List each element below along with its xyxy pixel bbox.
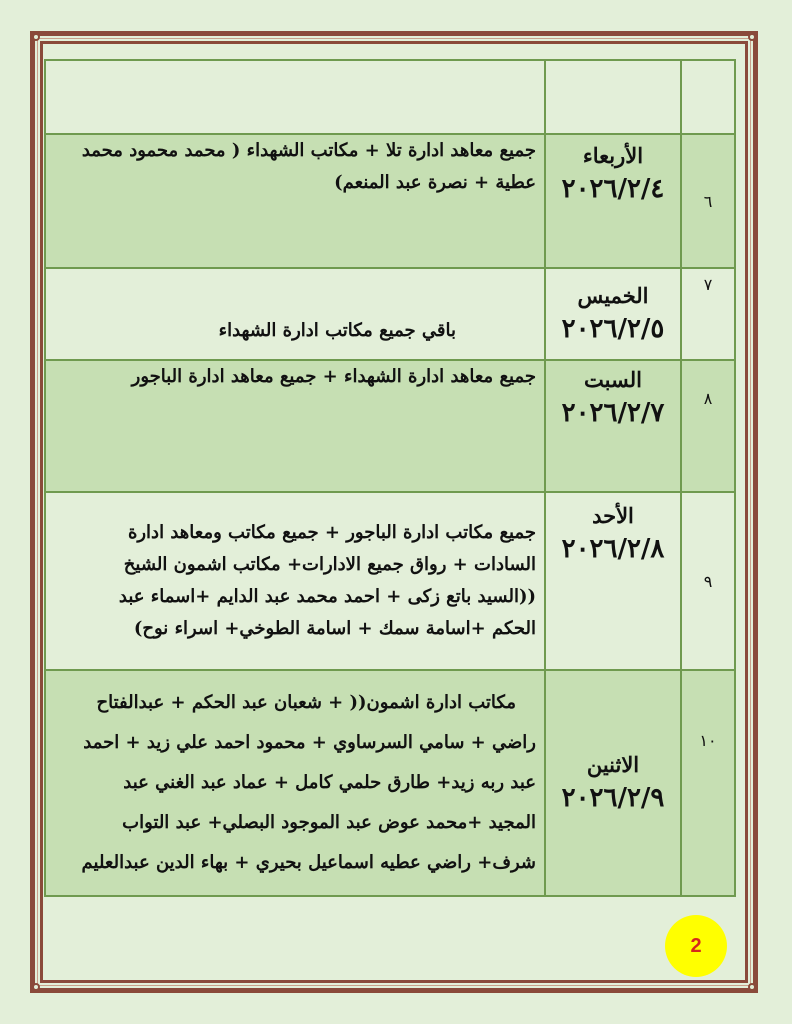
table-row (45, 492, 735, 670)
description-line: مكاتب ادارة اشمون(( + شعبان عبد الحكم + عبدالفتاح (96, 692, 516, 713)
day-cell (545, 134, 681, 268)
description-cell (45, 670, 545, 896)
description-line: جميع معاهد ادارة الشهداء + جميع معاهد ادارة الباجور (131, 366, 536, 387)
day-name: السبت (584, 367, 642, 392)
table-row (45, 268, 735, 360)
description-line: جميع مكاتب ادارة الباجور + جميع مكاتب ومعاهد ادارة (127, 522, 536, 543)
description-line: راضي + سامي السرساوي + محمود احمد علي زيد + احمد (83, 732, 536, 753)
row-number-cell: ٩ (681, 492, 735, 670)
day-cell (545, 360, 681, 492)
description-cell (45, 60, 545, 134)
day-name: الاثنين (586, 752, 640, 777)
row-number-cell (681, 60, 735, 134)
description-line: عبد ربه زيد+ طارق حلمي كامل + عماد عبد الغني عبد (123, 772, 536, 793)
day-cell (545, 268, 681, 360)
row-number-cell: ٧ (681, 268, 735, 360)
description-cell (45, 268, 545, 360)
day-cell (545, 492, 681, 670)
day-name: الأربعاء (582, 143, 644, 168)
day-cell (545, 670, 681, 896)
corner-ornament-bottom-left (32, 983, 40, 991)
day-date: ٢٠٢٦/٢/٤ (561, 174, 665, 204)
corner-ornament-bottom-right (748, 983, 756, 991)
schedule-table (44, 59, 736, 897)
description-cell (45, 134, 545, 268)
description-line: جميع معاهد ادارة تلا + مكاتب الشهداء ( محمد محمود محمد (81, 140, 536, 161)
table-row (45, 60, 735, 134)
day-date: ٢٠٢٦/٢/٥ (561, 314, 665, 344)
corner-ornament-top-right (748, 33, 756, 41)
description-cell (45, 360, 545, 492)
table-row (45, 134, 735, 268)
day-date: ٢٠٢٦/٢/٩ (561, 783, 665, 813)
description-line: السادات + رواق جميع الادارات+ مكاتب اشمون الشيخ (123, 554, 536, 575)
day-date: ٢٠٢٦/٢/٨ (561, 534, 665, 564)
day-name: الخميس (577, 283, 649, 308)
description-line: الحكم +اسامة سمك + اسامة الطوخي+ اسراء نوح) (133, 618, 536, 639)
description-line: عطية + نصرة عبد المنعم) (334, 172, 536, 193)
description-cell (45, 492, 545, 670)
description-line: باقي جميع مكاتب ادارة الشهداء (218, 320, 456, 341)
description-line: المجيد +محمد عوض عبد الموجود البصلي+ عبد التواب (122, 812, 536, 833)
corner-ornament-top-left (32, 33, 40, 41)
table-row (45, 360, 735, 492)
table-row (45, 670, 735, 896)
day-name: الأحد (592, 503, 634, 528)
row-number-cell: ١٠ (681, 670, 735, 896)
day-cell (545, 60, 681, 134)
description-line: شرف+ راضي عطيه اسماعيل بحيري + بهاء الدين عبدالعليم (81, 852, 536, 873)
page-number-badge: 2 (665, 915, 727, 977)
row-number-cell: ٨ (681, 360, 735, 492)
description-line: ((السيد باتع زكى + احمد محمد عبد الدايم +اسماء عبد (118, 586, 536, 607)
row-number-cell: ٦ (681, 134, 735, 268)
day-date: ٢٠٢٦/٢/٧ (561, 398, 665, 428)
